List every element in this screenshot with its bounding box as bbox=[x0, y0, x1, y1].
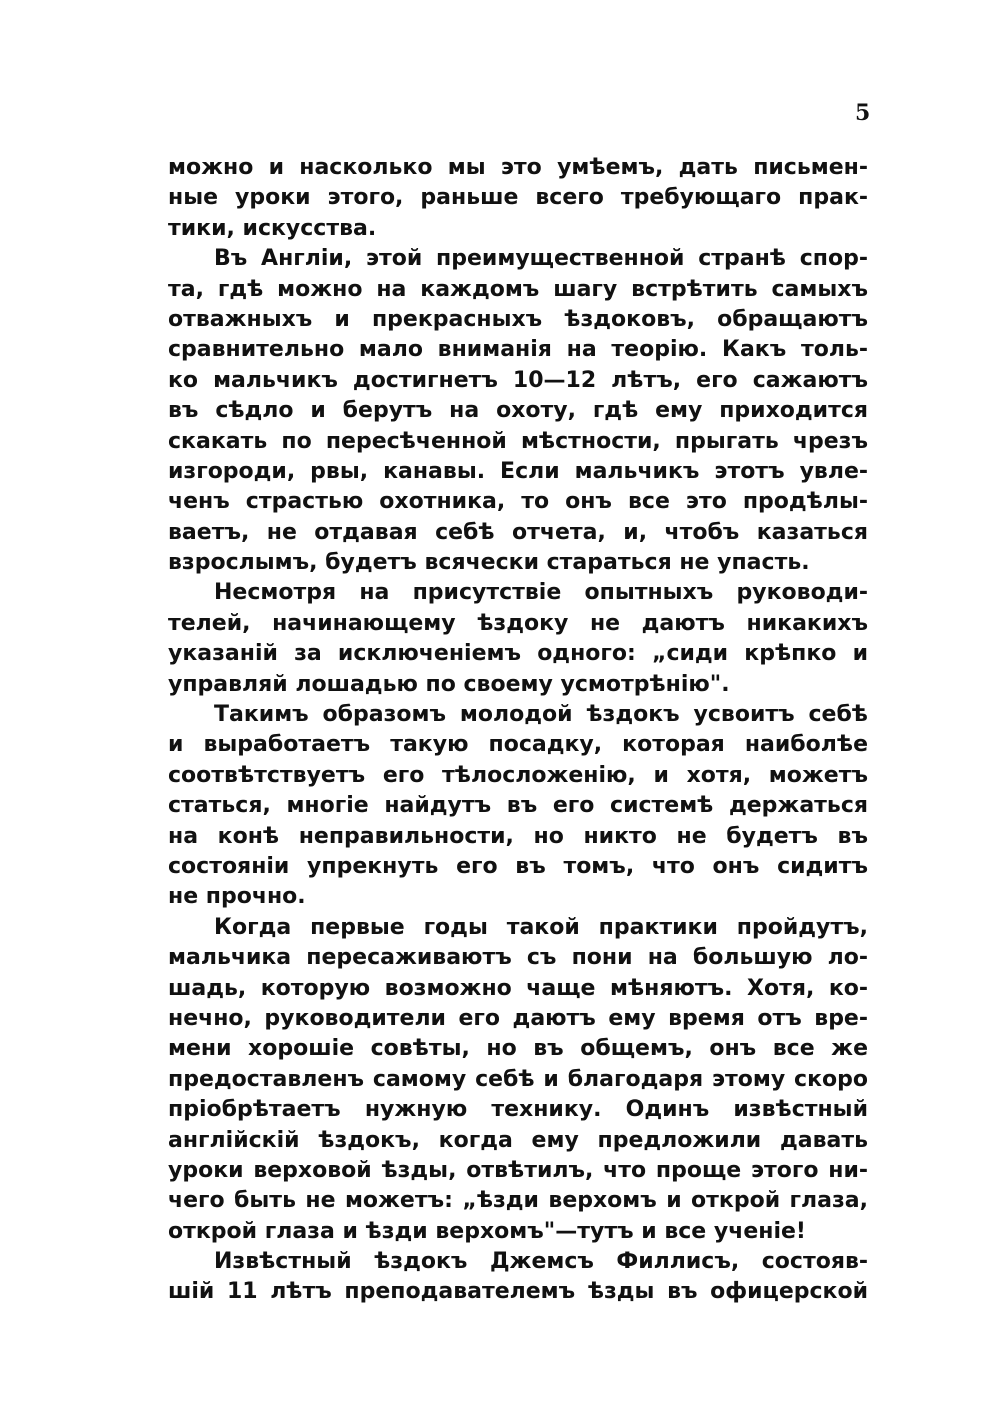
text-line: нечно, руководители его даютъ ему время отъ вре- bbox=[168, 1005, 868, 1031]
text-line: та, гдѣ можно на каждомъ шагу встрѣтить самыхъ bbox=[168, 276, 868, 302]
text-line: мени хорошіе совѣты, но въ общемъ, онъ все же bbox=[168, 1036, 868, 1062]
text-line: Несмотря на присутствіе опытныхъ руководи- bbox=[214, 580, 868, 606]
text-line: англійскій ѣздокъ, когда ему предложили давать bbox=[168, 1127, 868, 1153]
text-line: управляй лошадью по своему усмотрѣнію". bbox=[168, 671, 730, 697]
text-line: на конѣ неправильности, но никто не будетъ въ bbox=[168, 823, 868, 849]
text-line: и выработаетъ такую посадку, которая наиболѣе bbox=[168, 732, 868, 758]
text-line: предоставленъ самому себѣ и благодаря этому скоро bbox=[168, 1066, 868, 1092]
text-line: тики, искусства. bbox=[168, 215, 377, 241]
page-number: 5 bbox=[855, 100, 871, 126]
text-line: отважныхъ и прекрасныхъ ѣздоковъ, обращаютъ bbox=[168, 306, 868, 332]
text-line: въ сѣдло и берутъ на охоту, гдѣ ему приходится bbox=[168, 398, 868, 424]
text-line: соотвѣтствуетъ его тѣлосложенію, и хотя, можетъ bbox=[168, 762, 868, 788]
text-line: статься, многіе найдутъ въ его системѣ держаться bbox=[168, 793, 868, 819]
text-line: ные уроки этого, раньше всего требующаго прак- bbox=[168, 185, 868, 211]
text-line: ваетъ, не отдавая себѣ отчета, и, чтобъ казаться bbox=[168, 519, 868, 545]
text-line: сравнительно мало вниманія на теорію. Какъ толь- bbox=[168, 337, 868, 363]
text-line: уроки верховой ѣзды, отвѣтилъ, что проще этого ни- bbox=[168, 1157, 868, 1183]
text-line: Когда первые годы такой практики пройдутъ, bbox=[214, 914, 868, 940]
text-line: мальчика пересаживаютъ съ пони на большую ло- bbox=[168, 945, 868, 971]
text-line: взрослымъ, будетъ всячески стараться не упасть. bbox=[168, 550, 810, 576]
text-line: шадь, которую возможно чаще мѣняютъ. Хотя, ко- bbox=[168, 975, 868, 1001]
text-line: чего быть не можетъ: „ѣзди верхомъ и открой глаза, bbox=[168, 1188, 868, 1214]
text-line: указаній за исключеніемъ одного: „сиди крѣпко и bbox=[168, 641, 868, 667]
text-line: пріобрѣтаетъ нужную технику. Одинъ извѣстный bbox=[168, 1097, 868, 1123]
text-line: ченъ страстью охотника, то онъ все это продѣлы- bbox=[168, 489, 868, 515]
text-line: шій 11 лѣтъ преподавателемъ ѣзды въ офицерской bbox=[168, 1279, 868, 1305]
text-line: Въ Англіи, этой преимущественной странѣ спор- bbox=[214, 246, 868, 272]
text-line: скакать по пересѣченной мѣстности, прыгать чрезъ bbox=[168, 428, 868, 454]
text-line: не прочно. bbox=[168, 884, 306, 910]
body-text bbox=[168, 153, 868, 1308]
text-line: Такимъ образомъ молодой ѣздокъ усвоитъ себѣ bbox=[214, 702, 868, 728]
text-line: телей, начинающему ѣздоку не даютъ никакихъ bbox=[168, 610, 868, 636]
text-line: состояніи упрекнуть его въ томъ, что онъ сидитъ bbox=[168, 853, 868, 879]
text-line: можно и насколько мы это умѣемъ, дать письмен- bbox=[168, 155, 868, 180]
text-line: Извѣстный ѣздокъ Джемсъ Филлисъ, состояв- bbox=[214, 1249, 868, 1275]
text-line: изгороди, рвы, канавы. Если мальчикъ этотъ увле- bbox=[168, 458, 868, 484]
text-line: ко мальчикъ достигнетъ 10—12 лѣтъ, его сажаютъ bbox=[168, 367, 868, 393]
text-line: открой глаза и ѣзди верхомъ"—тутъ и все ученіе! bbox=[168, 1218, 806, 1244]
